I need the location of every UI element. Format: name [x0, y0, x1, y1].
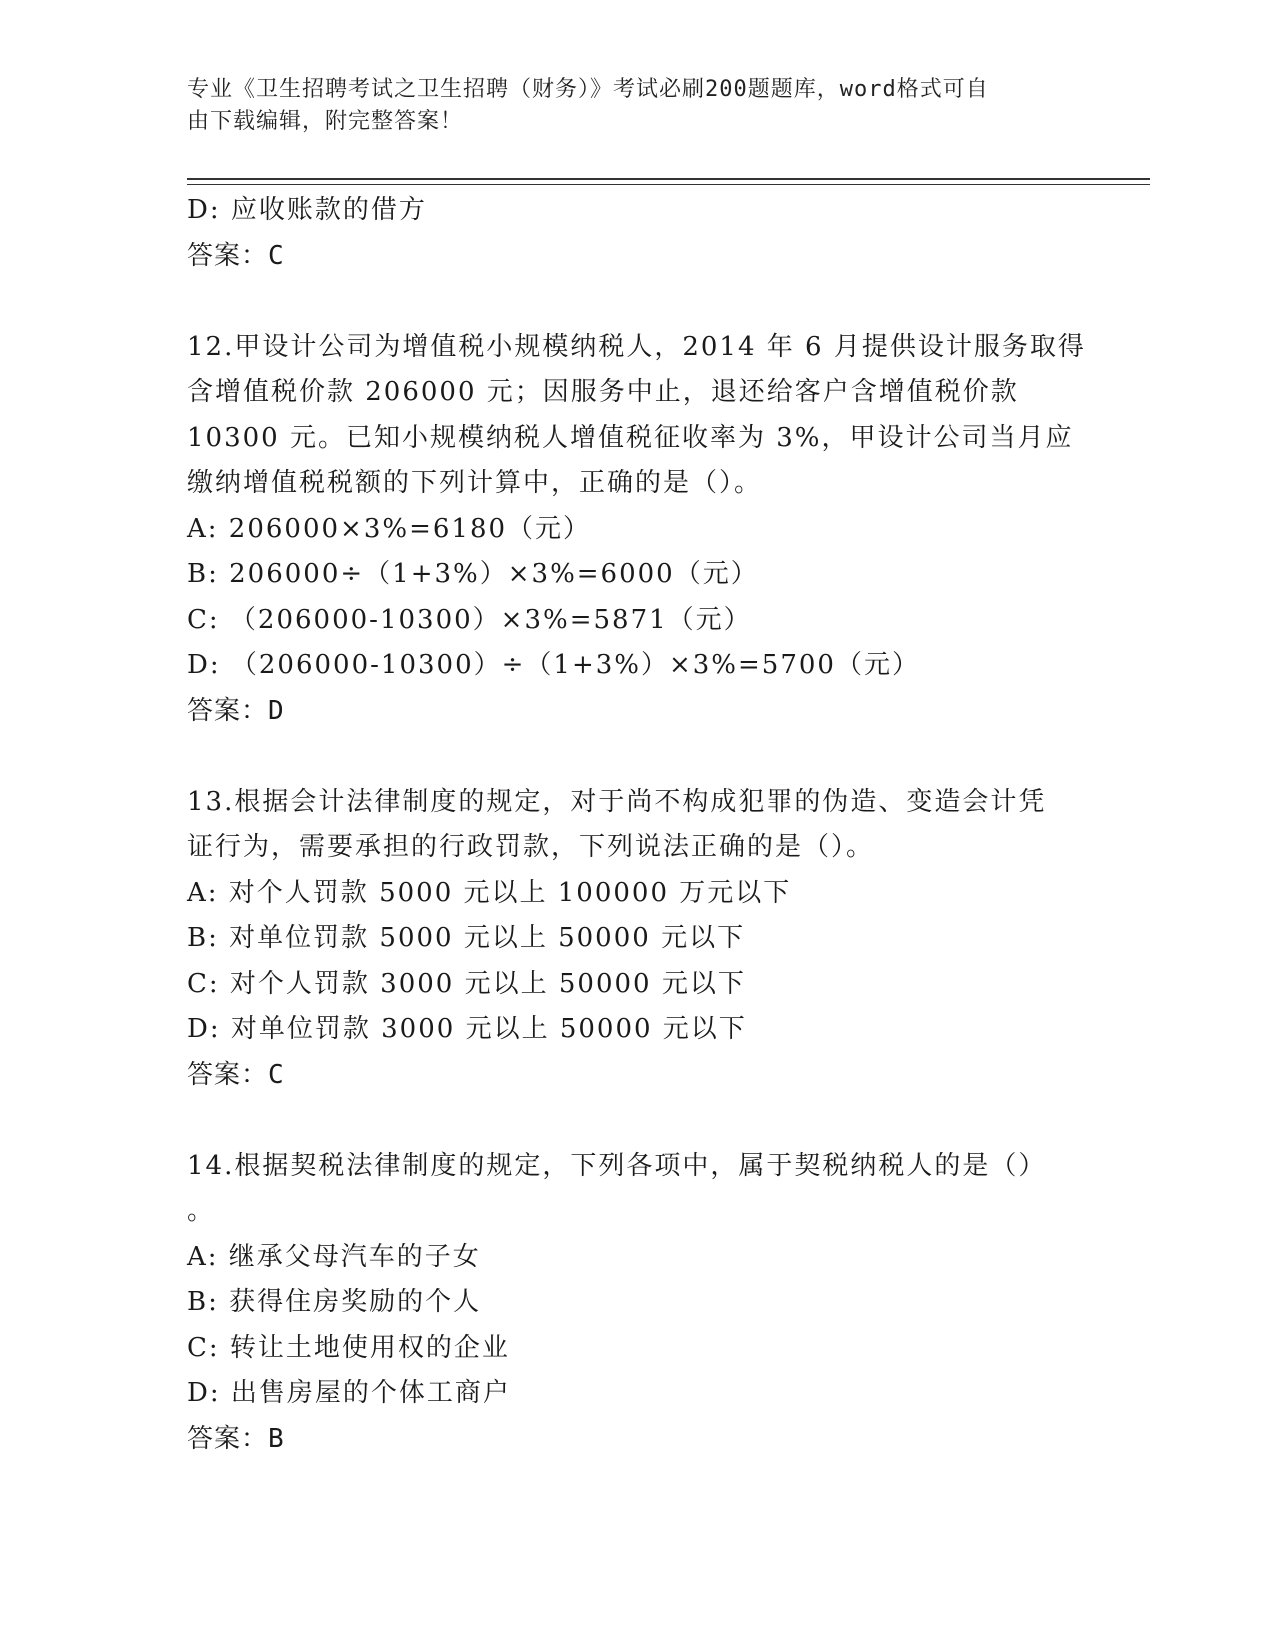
header-rule-thin	[187, 184, 1150, 185]
spacer	[187, 734, 1087, 780]
option-d: D: 对单位罚款 3000 元以上 50000 元以下	[187, 1014, 747, 1044]
answer: 答案：C	[187, 1059, 285, 1090]
option-b: B: 对单位罚款 5000 元以上 50000 元以下	[187, 923, 746, 953]
question-stem-line: 证行为，需要承担的行政罚款，下列说法正确的是（）。	[187, 832, 875, 862]
answer: 答案：C	[187, 240, 285, 271]
option-c: C: （206000-10300）×3%=5871（元）	[187, 604, 752, 635]
option-d: D: （206000-10300）÷（1+3%）×3%=5700（元）	[187, 650, 920, 680]
question-stem-line: 含增值税价款 206000 元；因服务中止，退还给客户含增值税价款	[187, 377, 1019, 407]
question-stem-line: 12.甲设计公司为增值税小规模纳税人，2014 年 6 月提供设计服务取得	[187, 331, 1086, 362]
spacer	[187, 1098, 1087, 1144]
question-13	[187, 780, 1087, 1099]
option-c: C: 对个人罚款 3000 元以上 50000 元以下	[187, 968, 746, 999]
question-stem-line: 14.根据契税法律制度的规定，下列各项中，属于契税纳税人的是（）	[187, 1150, 1047, 1181]
document-header	[187, 74, 1067, 138]
question-stem-line: 缴纳增值税税额的下列计算中，正确的是（）。	[187, 468, 763, 498]
document-body	[187, 188, 1087, 1462]
option-a: A: 206000×3%=6180（元）	[187, 513, 592, 544]
option-a: A: 继承父母汽车的子女	[187, 1241, 481, 1272]
option-c: C: 转让土地使用权的企业	[187, 1332, 510, 1363]
option-d: D: 出售房屋的个体工商户	[187, 1378, 511, 1408]
question-14	[187, 1144, 1087, 1463]
option-a: A: 对个人罚款 5000 元以上 100000 万元以下	[187, 877, 792, 908]
spacer	[187, 279, 1087, 325]
question-12	[187, 325, 1087, 735]
question-stem-line: 。	[187, 1196, 216, 1226]
question-stem-line: 10300 元。已知小规模纳税人增值税征收率为 3%，甲设计公司当月应	[187, 422, 1074, 453]
header-rule-thick	[187, 178, 1150, 180]
answer: 答案：B	[187, 1423, 285, 1454]
option-b: B: 获得住房奖励的个人	[187, 1287, 482, 1317]
option-d: D: 应收账款的借方	[187, 195, 427, 225]
answer: 答案：D	[187, 695, 285, 726]
header-line-1: 专业《卫生招聘考试之卫生招聘（财务）》考试必刷200题题库，word格式可自	[187, 77, 989, 102]
header-line-2: 由下载编辑，附完整答案！	[187, 109, 464, 134]
option-b: B: 206000÷（1+3%）×3%=6000（元）	[187, 559, 759, 589]
question-stem-line: 13.根据会计法律制度的规定，对于尚不构成犯罪的伪造、变造会计凭	[187, 786, 1047, 817]
